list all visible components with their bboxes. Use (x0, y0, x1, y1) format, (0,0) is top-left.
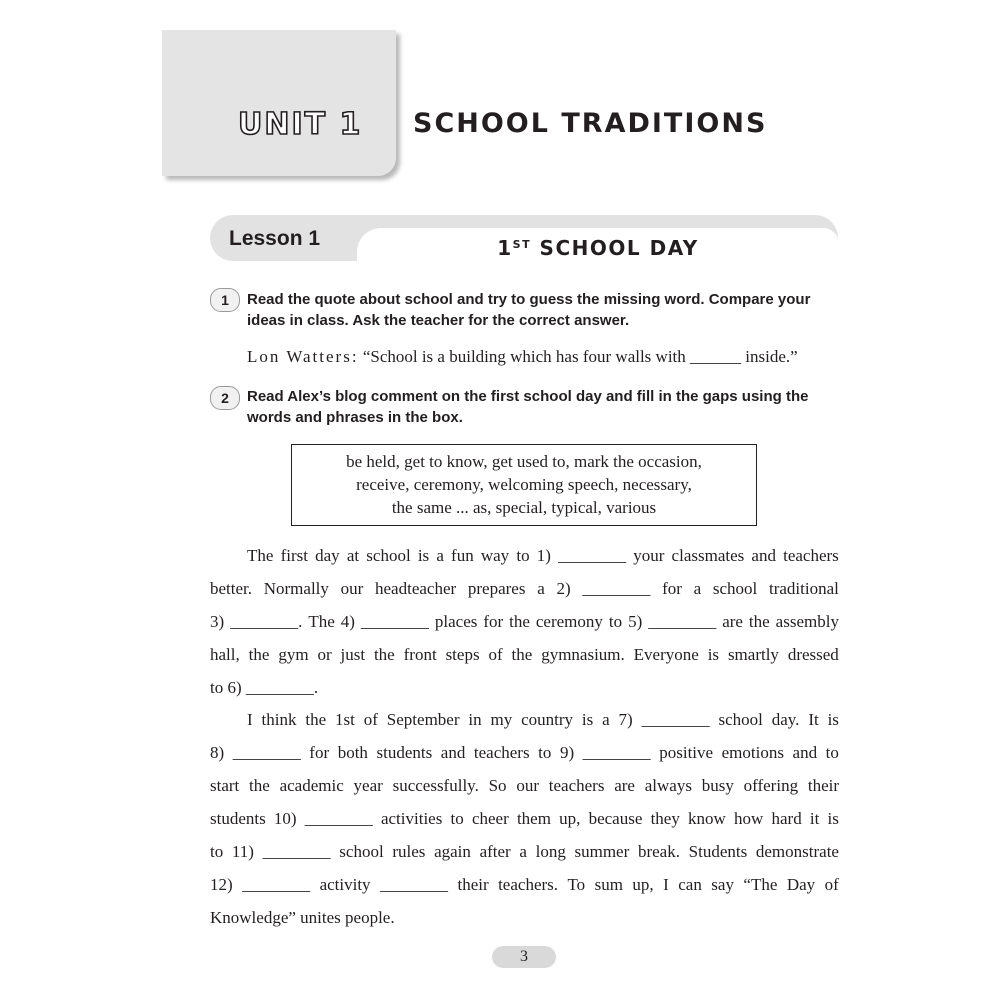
blog-word: to (516, 546, 530, 565)
unit-label: UNIT 1 (238, 107, 363, 142)
blog-word: summer (574, 842, 630, 861)
blog-word: teachers (548, 776, 605, 795)
blog-word: start (210, 776, 240, 795)
blog-word: 9) (559, 743, 575, 762)
blog-word: to (825, 743, 839, 762)
blog-word: them (516, 809, 551, 828)
blog-word: the (305, 710, 327, 729)
blog-word: break. (637, 842, 680, 861)
blog-word: hall, (210, 645, 240, 664)
blog-line (247, 544, 839, 568)
blog-word: how (734, 809, 764, 828)
blog-word: the (373, 645, 395, 664)
blog-word: their (457, 875, 489, 894)
blog-word: The (247, 546, 274, 565)
blog-word: students (376, 743, 433, 762)
blog-line (210, 807, 839, 831)
blog-line: to 6) ________. (210, 678, 319, 697)
exercise-2-number: 2 (210, 386, 240, 410)
blog-word: busy (701, 776, 734, 795)
blog-word: fun (451, 546, 474, 565)
blog-word: school (339, 842, 384, 861)
blog-word: 3) (210, 612, 225, 631)
blog-word: 2) (556, 579, 571, 598)
blog-word: are (722, 612, 743, 631)
quote-text-before: “School is a building which has four walls with (358, 347, 691, 366)
blog-word: our (340, 579, 364, 598)
lesson-title-ordinal: ST (512, 238, 532, 251)
blog-word: and (792, 743, 818, 762)
blog-word: my (490, 710, 513, 729)
blog-word: teachers (473, 743, 530, 762)
blog-word: sum (594, 875, 623, 894)
blog-word: 8) (210, 743, 225, 762)
blog-word: front (403, 645, 437, 664)
unit-header-box (162, 30, 396, 176)
blog-word: can (678, 875, 702, 894)
blog-line (210, 840, 839, 864)
blog-word: school (366, 546, 411, 565)
blog-word: It (808, 710, 819, 729)
unit-title: SCHOOL TRADITIONS (413, 108, 768, 139)
blog-word: assembly (775, 612, 839, 631)
blog-word: long (535, 842, 566, 861)
blog-word: students (210, 809, 266, 828)
blog-word: To (567, 875, 586, 894)
blog-word: country (521, 710, 574, 729)
blog-word: smartly (727, 645, 779, 664)
blog-word: are (614, 776, 635, 795)
blog-word: first (280, 546, 308, 565)
blog-word: emotions (721, 743, 784, 762)
blog-word: the (249, 776, 270, 795)
lesson-title-text: SCHOOL DAY (531, 236, 699, 260)
word-box-line: be held, get to know, get used to, mark the occasion, (346, 452, 702, 471)
blog-word: prepares (467, 579, 526, 598)
blog-word: to (538, 743, 552, 762)
blog-word: say (711, 875, 734, 894)
blog-word: 7) (618, 710, 633, 729)
blog-word: So (488, 776, 507, 795)
blank-gap[interactable]: ________ (360, 612, 429, 631)
page-number: 3 (520, 948, 528, 965)
blog-word: up, (632, 875, 654, 894)
blog-word: offering (743, 776, 799, 795)
blog-word: The (308, 612, 335, 631)
blog-word: a (537, 579, 545, 598)
blog-word: because (588, 809, 643, 828)
blog-word: day. (771, 710, 800, 729)
blog-word: of (488, 645, 503, 664)
blog-word: I (247, 710, 253, 729)
lesson-title-number: 1 (497, 236, 513, 260)
blog-word: teachers. (498, 875, 559, 894)
blog-word: ceremony (535, 612, 603, 631)
blog-word: September (386, 710, 460, 729)
blog-word: think (261, 710, 297, 729)
blog-word: or (317, 645, 332, 664)
blog-line (210, 873, 839, 897)
blog-word: academic (279, 776, 344, 795)
blog-word: dressed (787, 645, 839, 664)
quote (247, 345, 839, 369)
blog-line (210, 577, 839, 601)
blank-gap[interactable]: ________ (558, 546, 627, 565)
blog-word: to (608, 612, 623, 631)
blog-word: and (751, 546, 776, 565)
blog-word: up, (559, 809, 581, 828)
blog-word: is (707, 645, 720, 664)
blog-word: in (468, 710, 482, 729)
blog-word: the (509, 612, 530, 631)
blog-word: Everyone (633, 645, 699, 664)
blog-word: 4) (340, 612, 355, 631)
blog-word: gymnasium. (541, 645, 625, 664)
blog-word: both (337, 743, 368, 762)
blog-word: to (210, 842, 224, 861)
blog-word: 1) (536, 546, 551, 565)
blog-word: the (248, 645, 270, 664)
blog-word: successfully. (392, 776, 479, 795)
blog-word: again (434, 842, 471, 861)
quote-gap[interactable]: ______ (690, 347, 742, 366)
blog-word: of (824, 875, 839, 894)
blog-line (210, 643, 839, 667)
blog-word: the (748, 612, 770, 631)
blank-gap[interactable]: ________. (230, 612, 303, 631)
blank-gap[interactable]: ________ (242, 875, 311, 894)
blog-line (210, 774, 839, 798)
blog-word: day (315, 546, 340, 565)
blog-word: school (718, 710, 763, 729)
blog-word: for (662, 579, 682, 598)
blog-word: is (827, 710, 839, 729)
blog-word: just (340, 645, 366, 664)
blog-line (210, 741, 839, 765)
word-box-line: receive, ceremony, welcoming speech, necessary, (356, 475, 692, 494)
blog-word: steps (445, 645, 480, 664)
blog-word: cheer (471, 809, 509, 828)
blog-word: is (581, 710, 594, 729)
blog-word: rules (392, 842, 426, 861)
blog-word: 1st (335, 710, 355, 729)
blog-word: activities (380, 809, 443, 828)
blog-word: 11) (231, 842, 254, 861)
blog-word: they (650, 809, 680, 828)
blog-word: for (309, 743, 330, 762)
blog-word: their (807, 776, 839, 795)
blank-gap[interactable]: ________ (582, 579, 651, 598)
blog-word: it (809, 809, 820, 828)
blog-word: year (353, 776, 383, 795)
quote-author: Lon Watters: (247, 347, 359, 366)
quote-text-after: inside.” (741, 347, 798, 366)
blank-gap[interactable]: ________ (641, 710, 710, 729)
blog-word: for (483, 612, 504, 631)
blog-word: school (712, 579, 758, 598)
blog-word: Day (786, 875, 816, 894)
blog-word: know (688, 809, 726, 828)
lesson-title (357, 236, 839, 260)
blog-word: always (644, 776, 692, 795)
blog-word: traditional (768, 579, 839, 598)
blank-gap[interactable]: ________ (262, 842, 331, 861)
blog-word: Normally (263, 579, 329, 598)
blog-word: a (519, 842, 527, 861)
blog-word: and (440, 743, 466, 762)
blank-gap[interactable]: ________ (648, 612, 717, 631)
blog-word: activity (319, 875, 371, 894)
blog-word: after (479, 842, 511, 861)
blog-word: our (516, 776, 539, 795)
blank-gap[interactable]: ________ (232, 743, 301, 762)
blog-word: classmates (671, 546, 745, 565)
blank-gap[interactable]: ________ (582, 743, 651, 762)
blog-word: teachers (783, 546, 839, 565)
blog-word: gym (278, 645, 309, 664)
lesson-label: Lesson 1 (229, 227, 321, 250)
blog-word: I (663, 875, 669, 894)
blog-word: is (827, 809, 839, 828)
blog-word: positive (659, 743, 714, 762)
word-box-line: the same ... as, special, typical, various (391, 498, 657, 517)
blank-gap[interactable]: ________ (380, 875, 449, 894)
blog-word: 12) (210, 875, 233, 894)
blog-line: Knowledge” unites people. (210, 908, 395, 927)
blog-word: of (363, 710, 378, 729)
blog-word: your (633, 546, 665, 565)
blog-word: a (602, 710, 610, 729)
blog-word: 10) (273, 809, 297, 828)
exercise-1-instruction: Read the quote about school and try to guess the missing word. Compare your ideas in class. Ask the teacher for the correct answer. (247, 291, 811, 329)
blog-word: way (480, 546, 510, 565)
blog-word: is (417, 546, 430, 565)
blank-gap[interactable]: ________ (304, 809, 373, 828)
blog-line (247, 708, 839, 732)
blog-word: “The (743, 875, 778, 894)
blog-word: the (511, 645, 533, 664)
blog-line (210, 610, 839, 634)
blog-word: a (693, 579, 702, 598)
exercise-1-number: 1 (210, 288, 240, 312)
blog-word: to (450, 809, 464, 828)
blog-word: Students (688, 842, 748, 861)
blog-word: a (436, 546, 444, 565)
exercise-2-instruction: Read Alex’s blog comment on the first school day and fill in the gaps using the words and phrases in the box. (247, 388, 809, 426)
blog-word: 5) (628, 612, 643, 631)
blog-word: places (434, 612, 478, 631)
blog-word: hard (771, 809, 802, 828)
blog-word: at (346, 546, 360, 565)
blog-word: demonstrate (755, 842, 839, 861)
blog-word: headteacher (375, 579, 457, 598)
blog-word: better. (210, 579, 253, 598)
